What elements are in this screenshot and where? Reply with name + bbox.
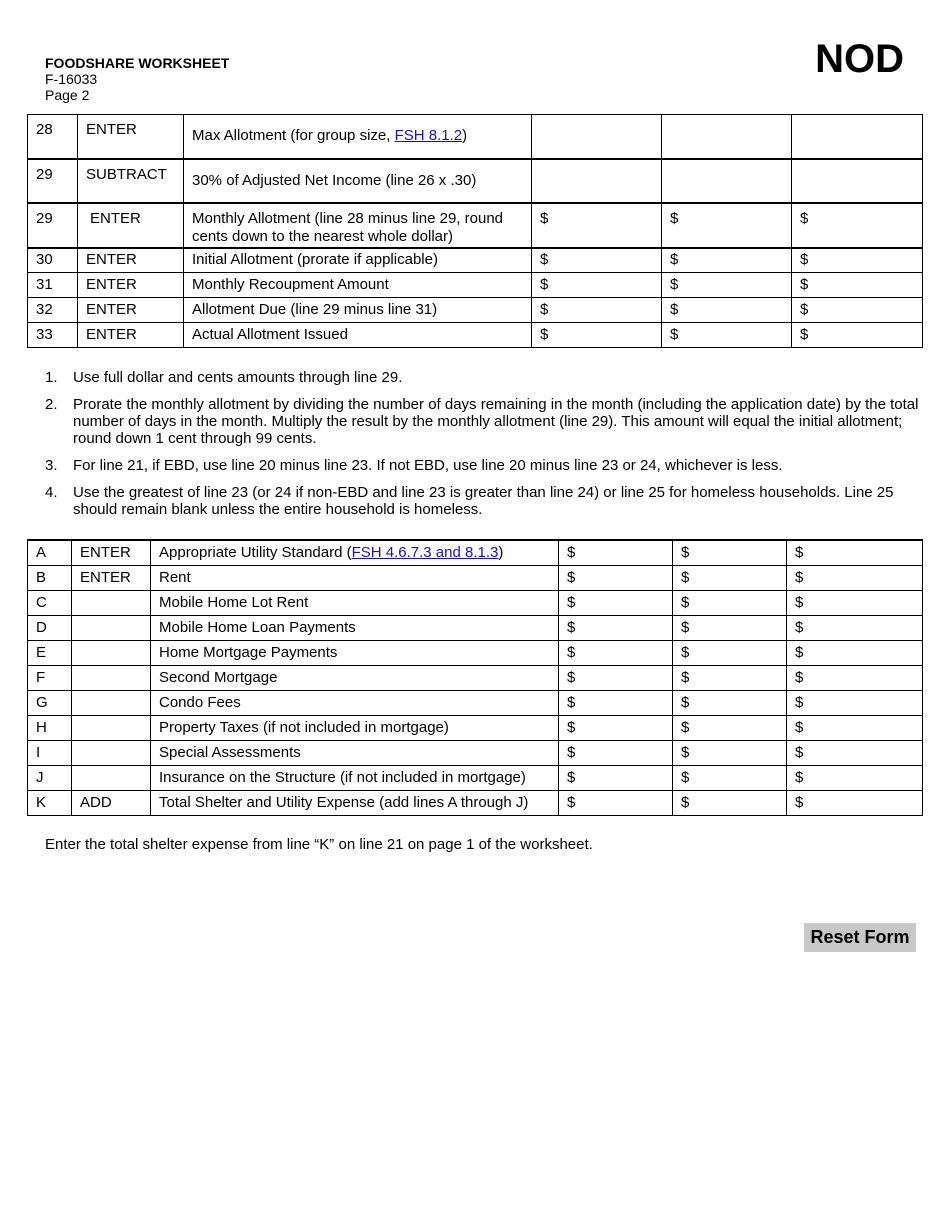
amount-field-1[interactable]: $ [532,298,662,323]
form-title: FOODSHARE WORKSHEET [45,55,230,71]
amount-field-2[interactable]: $ [662,323,792,348]
line-letter: B [28,565,72,590]
amount-field-2[interactable]: $ [673,565,787,590]
table-row [28,665,923,690]
allotment-table [27,114,923,348]
amount-field-3[interactable]: $ [787,665,923,690]
amount-field-3[interactable]: $ [787,690,923,715]
nod-badge: NOD [815,37,904,81]
list-item [45,369,925,386]
line-action [72,615,151,640]
shelter-expense-table [27,539,923,816]
list-number: 4. [45,484,58,501]
line-number: 28 [28,115,78,159]
list-item [45,484,925,518]
instructions-list [45,369,925,528]
amount-field-2[interactable]: $ [662,203,792,248]
amount-field-1[interactable]: $ [559,590,673,615]
amount-field-1[interactable]: $ [559,690,673,715]
line-action: ENTER [78,273,184,298]
list-text: Use full dollar and cents amounts through line 29. [73,369,403,386]
fsh-8-1-2-link[interactable]: FSH 8.1.2 [394,127,463,145]
amount-field-2[interactable]: $ [662,298,792,323]
table-row [28,715,923,740]
line-description: Insurance on the Structure (if not included in mortgage) [151,765,559,790]
amount-field-3[interactable]: $ [787,565,923,590]
line-action: ENTER [72,565,151,590]
table-row [28,298,923,323]
amount-field-3[interactable]: $ [787,740,923,765]
table-row [28,115,923,159]
line-number: 31 [28,273,78,298]
table-row [28,273,923,298]
amount-field-1[interactable]: $ [559,640,673,665]
list-number: 1. [45,369,58,386]
amount-field-1[interactable]: $ [559,665,673,690]
table-row [28,203,923,248]
line-action: ENTER [78,298,184,323]
description-text: Max Allotment (for group size, [192,127,395,145]
list-text: Use the greatest of line 23 (or 24 if non-EBD and line 23 is greater than line 24) or line 25 for homeless households. Line 25 should remain blank unless the entire household is homeless. [73,484,894,518]
description-text: Appropriate Utility Standard ( [159,543,352,561]
list-number: 3. [45,457,58,474]
amount-field-2[interactable]: $ [673,615,787,640]
line-description: Total Shelter and Utility Expense (add lines A through J) [151,790,559,815]
amount-field-2[interactable]: $ [662,248,792,273]
table-row [28,615,923,640]
amount-field-2[interactable] [662,115,792,159]
amount-field-3[interactable]: $ [792,298,923,323]
line-description: Property Taxes (if not included in mortgage) [151,715,559,740]
line-letter: J [28,765,72,790]
table-row [28,540,923,565]
line-action [72,690,151,715]
list-text: For line 21, if EBD, use line 20 minus line 23. If not EBD, use line 20 minus line 23 or 24, whichever is less. [73,457,783,474]
amount-field-1[interactable]: $ [532,323,662,348]
line-action: SUBTRACT [78,159,184,203]
amount-field-2[interactable]: $ [673,690,787,715]
list-item [45,457,925,474]
line-letter: A [28,540,72,565]
amount-field-2[interactable]: $ [673,640,787,665]
line-description: 30% of Adjusted Net Income (line 26 x .30) [184,159,532,203]
table-row [28,790,923,815]
line-number: 30 [28,248,78,273]
amount-field-1[interactable]: $ [559,740,673,765]
line-number: 32 [28,298,78,323]
line-letter: D [28,615,72,640]
form-number: F-16033 [45,71,98,87]
line-letter: H [28,715,72,740]
table-row [28,740,923,765]
table-row [28,248,923,273]
table-row [28,565,923,590]
amount-field-3[interactable]: $ [787,615,923,640]
line-action: ENTER [78,203,184,248]
amount-field-1[interactable]: $ [532,248,662,273]
line-letter: F [28,665,72,690]
amount-field-3[interactable]: $ [792,273,923,298]
page-number: Page 2 [45,87,90,103]
amount-field-2[interactable]: $ [673,715,787,740]
line-letter: K [28,790,72,815]
amount-field-1[interactable] [532,115,662,159]
list-item [45,396,925,447]
line-letter: G [28,690,72,715]
line-number: 29 [28,203,78,248]
amount-field-3[interactable]: $ [787,590,923,615]
amount-field-2[interactable]: $ [673,540,787,565]
list-number: 2. [45,396,58,413]
amount-field-1[interactable] [532,159,662,203]
line-action [72,640,151,665]
amount-field-1[interactable]: $ [559,615,673,640]
amount-field-1[interactable]: $ [559,765,673,790]
amount-field-1[interactable]: $ [559,565,673,590]
amount-field-3[interactable] [792,115,923,159]
amount-field-1[interactable]: $ [559,790,673,815]
line-description: Rent [151,565,559,590]
line-description: Home Mortgage Payments [151,640,559,665]
line-description: Allotment Due (line 29 minus line 31) [184,298,532,323]
amount-field-2[interactable]: $ [673,790,787,815]
amount-field-3[interactable] [792,159,923,203]
line-letter: I [28,740,72,765]
table-row [28,159,923,203]
table-row [28,640,923,665]
description-text-end: ) [498,543,504,561]
amount-field-3[interactable]: $ [787,790,923,815]
line-description: Condo Fees [151,690,559,715]
line-number: 33 [28,323,78,348]
shelter-expense-note: Enter the total shelter expense from line “K” on line 21 on page 1 of the worksheet. [45,836,593,853]
line-action: ENTER [78,323,184,348]
amount-field-3[interactable]: $ [787,765,923,790]
amount-field-1[interactable]: $ [559,715,673,740]
table-row [28,765,923,790]
amount-field-3[interactable]: $ [787,540,923,565]
amount-field-2[interactable]: $ [673,765,787,790]
line-description: Special Assessments [151,740,559,765]
line-action: ENTER [72,540,151,565]
line-letter: E [28,640,72,665]
list-text: Prorate the monthly allotment by dividing the number of days remaining in the month (including the application date) by the total number of days in the month. Multiply the result by the monthly allotment (line 29). This amount will equal the initial allotment; round down 1 cent through 99 cents. [73,396,919,447]
amount-field-1[interactable]: $ [532,273,662,298]
line-description: Monthly Recoupment Amount [184,273,532,298]
amount-field-3[interactable]: $ [792,248,923,273]
table-row [28,323,923,348]
amount-field-1[interactable]: $ [532,203,662,248]
line-description: Monthly Allotment (line 28 minus line 29, round cents down to the nearest whole dollar) [184,203,532,248]
amount-field-2[interactable]: $ [673,740,787,765]
amount-field-2[interactable]: $ [673,590,787,615]
line-action [72,665,151,690]
line-action [72,765,151,790]
form-header [45,55,229,103]
line-description: Actual Allotment Issued [184,323,532,348]
amount-field-1[interactable]: $ [559,540,673,565]
line-number: 29 [28,159,78,203]
fsh-4-6-7-3-link[interactable]: FSH 4.6.7.3 and 8.1.3 [351,543,499,561]
line-action [72,740,151,765]
amount-field-3[interactable]: $ [787,640,923,665]
reset-form-button[interactable]: Reset Form [804,923,916,952]
line-description: Mobile Home Lot Rent [151,590,559,615]
amount-field-3[interactable]: $ [792,203,923,248]
line-action: ADD [72,790,151,815]
description-text-end: ) [462,127,468,145]
line-letter: C [28,590,72,615]
line-description [151,540,559,565]
table-row [28,690,923,715]
amount-field-3[interactable]: $ [787,715,923,740]
line-action: ENTER [78,248,184,273]
amount-field-3[interactable]: $ [792,323,923,348]
line-action [72,590,151,615]
table-row [28,590,923,615]
amount-field-2[interactable]: $ [673,665,787,690]
amount-field-2[interactable]: $ [662,273,792,298]
line-description: Initial Allotment (prorate if applicable) [184,248,532,273]
line-description: Mobile Home Loan Payments [151,615,559,640]
line-action [72,715,151,740]
line-description [184,115,532,159]
line-action: ENTER [78,115,184,159]
line-description: Second Mortgage [151,665,559,690]
amount-field-2[interactable] [662,159,792,203]
